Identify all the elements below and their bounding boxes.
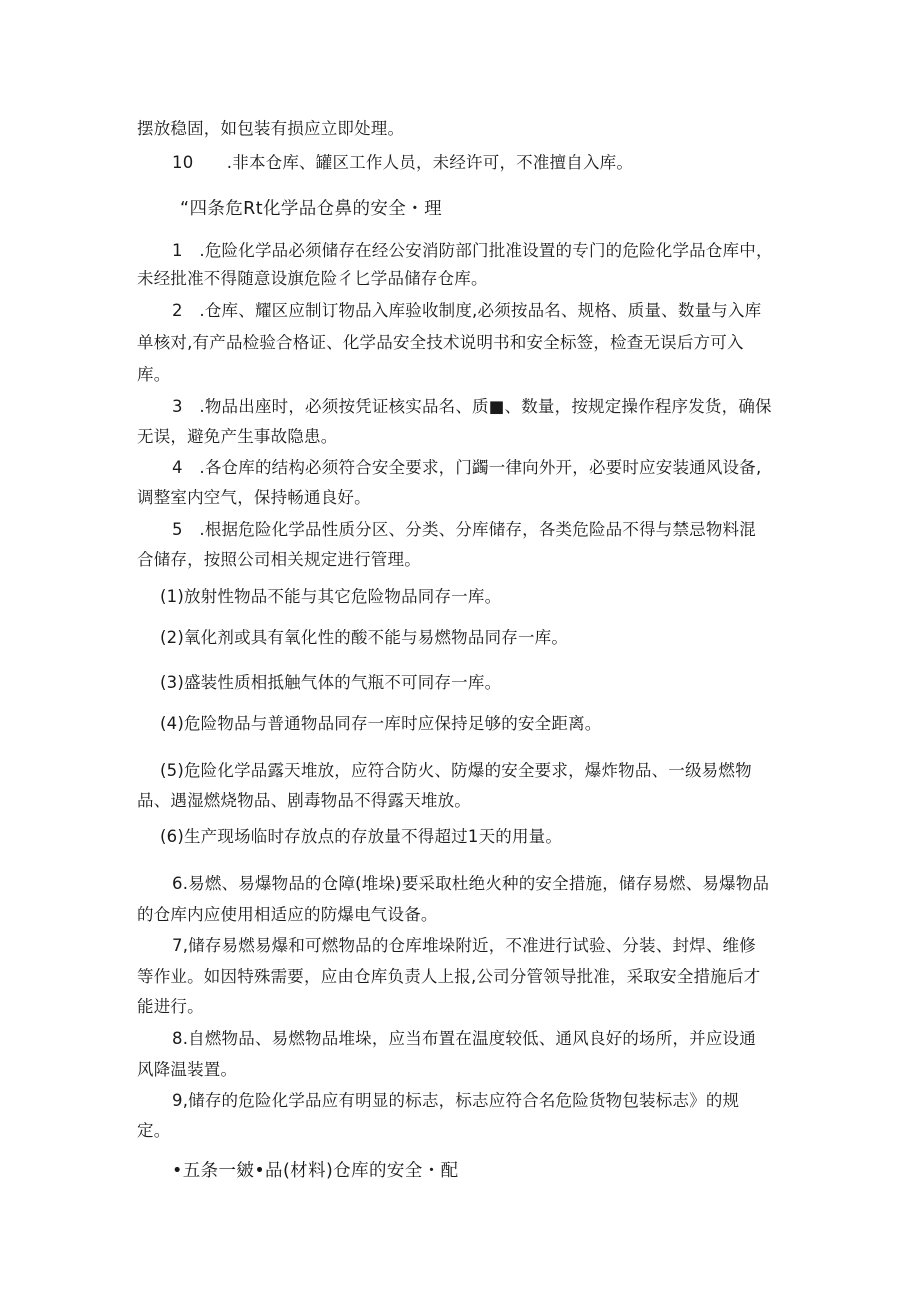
- section-heading: •五条一皴•品(材料)仓库的安全・配: [172, 1161, 459, 1181]
- list-item: (2)氧化剂或具有氧化性的酸不能与易燃物品同存一库。: [160, 628, 569, 647]
- text-line: 6.易燃、易爆物品的仓障(堆垛)要采取杜绝火种的安全措施，储存易燃、易爆物品: [172, 874, 770, 893]
- text-line: 摆放稳固，如包装有损应立即处理。: [137, 119, 405, 138]
- list-item: (4)危险物品与普通物品同存一库时应保持足够的安全距离。: [160, 714, 602, 733]
- text-line: 合储存，按照公司相关规定进行管理。: [137, 550, 421, 569]
- text-line: 3 .物品出座时，必须按凭证核实品名、质■、数量，按规定操作程序发货，确保: [172, 397, 772, 416]
- list-item: (6)生产现场临时存放点的存放量不得超过1天的用量。: [160, 827, 563, 846]
- text-line: 1 .危险化学品必须储存在经公安消防部门批准设置的专门的危险化学品仓库中，: [172, 241, 773, 260]
- list-item: (3)盛装性质相抵触气体的气瓶不可同存一库。: [160, 673, 502, 692]
- text-line: 单核对,有产品检验合格证、化学品安全技术说明书和安全标签，检查无误后方可入: [137, 333, 744, 352]
- text-line: 2 .仓库、耀区应制订物品入库验收制度,必须按品名、规格、质量、数量与入库: [172, 301, 762, 320]
- text-line: 4 .各仓库的结构必须符合安全要求，门蠲一律向外开，必要时应安装通风设备,: [172, 458, 762, 477]
- text-line: 8.自燃物品、易燃物品堆垛，应当布置在温度较低、通风良好的场所，并应设通: [172, 1029, 756, 1048]
- text-line: 能进行。: [137, 997, 204, 1016]
- text-line: 9,储存的危险化学品应有明显的标志，标志应符合名危险货物包装标志》的规: [172, 1091, 740, 1110]
- text-line: 定。: [137, 1121, 171, 1140]
- text-line: 7,储存易燃易爆和可燃物品的仓库堆垛附近，不准进行试验、分装、封焊、维修: [172, 936, 756, 955]
- text-line: 未经批准不得随意设旗危险彳匕学品储存仓库。: [137, 269, 488, 288]
- text-line: 品、遇湿燃烧物品、剧毒物品不得露天堆放。: [137, 791, 471, 810]
- list-item: (1)放射性物品不能与其它危险物品同存一库。: [160, 587, 502, 606]
- text-line: 无误，避免产生事故隐患。: [137, 427, 338, 446]
- text-line: 调整室内空气，保持畅通良好。: [137, 488, 371, 507]
- text-line: 库。: [137, 365, 171, 384]
- text-line: 10 .非本仓库、罐区工作人员，未经许可，不准擅自入库。: [172, 153, 634, 172]
- text-line: 等作业。如因特殊需要，应由仓库负责人上报,公司分管领导批准，采取安全措施后才: [137, 967, 761, 986]
- text-line: 5 .根据危险化学品性质分区、分类、分库储存，各类危险品不得与禁忌物料混: [172, 520, 756, 539]
- section-heading: “四条危Rt化学品仓鼻的安全・理: [180, 199, 442, 219]
- text-line: 的仓库内应使用相适应的防爆电气设备。: [137, 905, 438, 924]
- text-line: 风降温装置。: [137, 1060, 238, 1079]
- list-item: (5)危险化学品露天堆放，应符合防火、防爆的安全要求，爆炸物品、一级易燃物: [160, 761, 752, 780]
